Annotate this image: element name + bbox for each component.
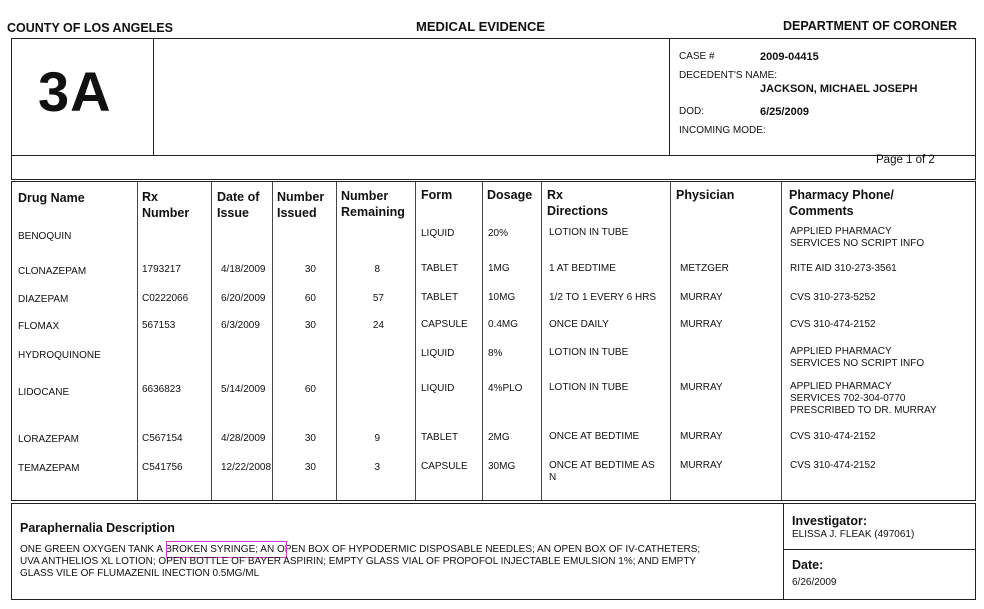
paraphernalia-title: Paraphernalia Description bbox=[20, 521, 175, 535]
table-cell-rx: 6636823 bbox=[142, 384, 181, 395]
investigation-date: 6/26/2009 bbox=[792, 577, 837, 588]
table-cell-comments-2: SERVICES NO SCRIPT INFO bbox=[790, 238, 925, 249]
header-number-remaining: Number bbox=[341, 189, 389, 203]
table-cell-issued: 30 bbox=[304, 462, 316, 473]
table-cell-drug: BENOQUIN bbox=[18, 231, 72, 242]
table-cell-issued: 30 bbox=[304, 320, 316, 331]
table-cell-drug: TEMAZEPAM bbox=[18, 463, 80, 474]
table-cell-comments: CVS 310-273-5252 bbox=[790, 292, 876, 303]
header-rx-number: Number bbox=[142, 206, 190, 220]
table-cell-dosage: 1MG bbox=[488, 263, 510, 274]
header-issue: Issue bbox=[217, 206, 249, 220]
document-title: MEDICAL EVIDENCE bbox=[416, 19, 546, 34]
table-cell-comments: RITE AID 310-273-3561 bbox=[790, 263, 897, 274]
paraphernalia-text-b: AN OPEN BOX OF HYPODERMIC DISPOSABLE NEEDLES; AN OPEN BOX OF IV-CATHETERS; bbox=[260, 544, 701, 555]
table-cell-dosage: 20% bbox=[488, 228, 509, 239]
col-divider bbox=[415, 182, 416, 500]
table-cell-dosage: 10MG bbox=[488, 292, 516, 303]
investigator-label: Investigator: bbox=[792, 514, 868, 528]
table-cell-remaining: 57 bbox=[372, 293, 384, 304]
table-cell-physician: MURRAY bbox=[680, 319, 723, 330]
table-cell-directions: LOTION IN TUBE bbox=[549, 347, 629, 358]
page-indicator: Page 1 of 2 bbox=[876, 154, 935, 166]
table-cell-form: TABLET bbox=[421, 432, 459, 443]
table-cell-directions: LOTION IN TUBE bbox=[549, 382, 629, 393]
table-cell-physician: MURRAY bbox=[680, 292, 723, 303]
table-cell-date: 6/20/2009 bbox=[221, 293, 266, 304]
county-header: COUNTY OF LOS ANGELES bbox=[7, 21, 173, 35]
table-cell-comments-2: SERVICES 702-304-0770 bbox=[790, 393, 906, 404]
table-cell-issued: 60 bbox=[304, 384, 316, 395]
table-cell-issued: 30 bbox=[304, 433, 316, 444]
header-date-of: Date of bbox=[217, 190, 260, 204]
header-form: Form bbox=[421, 188, 453, 202]
table-cell-form: LIQUID bbox=[421, 348, 455, 359]
table-cell-rx: C567154 bbox=[142, 433, 183, 444]
table-cell-directions-2: N bbox=[549, 472, 557, 483]
table-cell-issued: 30 bbox=[304, 264, 316, 275]
table-cell-form: TABLET bbox=[421, 263, 459, 274]
table-cell-comments-2: SERVICES NO SCRIPT INFO bbox=[790, 358, 925, 369]
table-cell-form: LIQUID bbox=[421, 228, 455, 239]
table-cell-remaining: 24 bbox=[372, 320, 384, 331]
table-cell-dosage: 30MG bbox=[488, 461, 516, 472]
highlighted-item: A BROKEN SYRINGE; bbox=[156, 544, 259, 555]
header-rx-directions: Rx bbox=[547, 188, 563, 202]
table-cell-dosage: 2MG bbox=[488, 432, 510, 443]
incoming-mode-label: INCOMING MODE: bbox=[679, 125, 766, 136]
table-cell-drug: CLONAZEPAM bbox=[18, 266, 87, 277]
table-cell-form: CAPSULE bbox=[421, 319, 468, 330]
table-cell-physician: MURRAY bbox=[680, 431, 723, 442]
decedent-label: DECEDENT'S NAME: bbox=[679, 70, 778, 81]
table-cell-directions: ONCE DAILY bbox=[549, 319, 609, 330]
table-cell-comments: APPLIED PHARMACY bbox=[790, 346, 892, 357]
paraphernalia-line-2: UVA ANTHELIOS XL LOTION; OPEN BOTTLE OF BAYER ASPIRIN; EMPTY GLASS VIAL OF PROPOFOL INJECTABLE EMULSION 1%; AND EMPTY bbox=[20, 556, 697, 567]
case-label: CASE # bbox=[679, 51, 715, 62]
section-divider bbox=[783, 504, 784, 599]
col-divider bbox=[781, 182, 782, 500]
table-cell-dosage: 4%PLO bbox=[488, 383, 523, 394]
table-cell-remaining: 3 bbox=[374, 462, 380, 473]
table-cell-date: 6/3/2009 bbox=[221, 320, 260, 331]
header-pharmacy-phone: Pharmacy Phone/ bbox=[789, 188, 894, 202]
table-cell-directions: ONCE AT BEDTIME AS bbox=[549, 460, 655, 471]
table-cell-physician: METZGER bbox=[680, 263, 729, 274]
header-issued: Issued bbox=[277, 206, 317, 220]
dod-label: DOD: bbox=[679, 106, 704, 117]
header-remaining: Remaining bbox=[341, 205, 405, 219]
header-divider bbox=[11, 155, 976, 156]
investigator-name: ELISSA J. FLEAK (497061) bbox=[792, 529, 915, 540]
evidence-id: 3A bbox=[38, 60, 112, 123]
col-divider bbox=[670, 182, 671, 500]
table-cell-date: 4/18/2009 bbox=[221, 264, 266, 275]
header-number-issued: Number bbox=[277, 190, 325, 204]
table-cell-directions: ONCE AT BEDTIME bbox=[549, 431, 640, 442]
table-cell-date: 4/28/2009 bbox=[221, 433, 266, 444]
table-cell-drug: DIAZEPAM bbox=[18, 294, 69, 305]
col-divider bbox=[211, 182, 212, 500]
paraphernalia-line-3: GLASS VILE OF FLUMAZENIL INECTION 0.5MG/ML bbox=[20, 568, 260, 579]
table-cell-comments: CVS 310-474-2152 bbox=[790, 460, 876, 471]
table-cell-form: CAPSULE bbox=[421, 461, 468, 472]
col-divider bbox=[137, 182, 138, 500]
header-physician: Physician bbox=[676, 188, 735, 202]
table-cell-rx: C0222066 bbox=[142, 293, 189, 304]
case-number: 2009-04415 bbox=[760, 51, 819, 63]
table-cell-rx: 1793217 bbox=[142, 264, 181, 275]
paraphernalia-text-a: ONE GREEN OXYGEN TANK bbox=[20, 544, 155, 555]
paraphernalia-line-1 bbox=[20, 544, 700, 555]
table-cell-drug: FLOMAX bbox=[18, 321, 60, 332]
table-cell-directions: 1 AT BEDTIME bbox=[549, 263, 616, 274]
table-cell-dosage: 8% bbox=[488, 348, 503, 359]
table-cell-issued: 60 bbox=[304, 293, 316, 304]
table-cell-rx: 567153 bbox=[142, 320, 176, 331]
table-cell-form: TABLET bbox=[421, 292, 459, 303]
department-header: DEPARTMENT OF CORONER bbox=[783, 19, 958, 33]
header-comments: Comments bbox=[789, 204, 854, 218]
table-cell-dosage: 0.4MG bbox=[488, 319, 519, 330]
table-cell-date: 5/14/2009 bbox=[221, 384, 266, 395]
table-cell-drug: LIDOCANE bbox=[18, 387, 70, 398]
table-cell-comments: CVS 310-474-2152 bbox=[790, 431, 876, 442]
header-rx: Rx bbox=[142, 190, 158, 204]
header-drug-name: Drug Name bbox=[18, 191, 85, 205]
col-divider bbox=[336, 182, 337, 500]
table-cell-directions: 1/2 TO 1 EVERY 6 HRS bbox=[549, 292, 657, 303]
header-directions: Directions bbox=[547, 204, 609, 218]
table-cell-remaining: 9 bbox=[374, 433, 380, 444]
table-cell-physician: MURRAY bbox=[680, 460, 723, 471]
table-cell-comments: CVS 310-474-2152 bbox=[790, 319, 876, 330]
case-info-box bbox=[669, 38, 976, 156]
table-cell-physician: MURRAY bbox=[680, 382, 723, 393]
table-cell-form: LIQUID bbox=[421, 383, 455, 394]
table-cell-directions: LOTION IN TUBE bbox=[549, 227, 629, 238]
table-cell-rx: C541756 bbox=[142, 462, 183, 473]
table-cell-drug: HYDROQUINONE bbox=[18, 350, 101, 361]
table-cell-drug: LORAZEPAM bbox=[18, 434, 79, 445]
date-label: Date: bbox=[792, 558, 824, 572]
col-divider bbox=[541, 182, 542, 500]
col-divider bbox=[482, 182, 483, 500]
table-cell-remaining: 8 bbox=[374, 264, 380, 275]
dod-value: 6/25/2009 bbox=[760, 106, 809, 118]
table-cell-comments: APPLIED PHARMACY bbox=[790, 381, 892, 392]
table-cell-comments: APPLIED PHARMACY bbox=[790, 226, 892, 237]
decedent-name: JACKSON, MICHAEL JOSEPH bbox=[760, 83, 918, 95]
table-cell-date: 12/22/2008 bbox=[221, 462, 272, 473]
header-dosage: Dosage bbox=[487, 188, 533, 202]
investigator-divider bbox=[784, 549, 975, 550]
table-cell-comments-3: PRESCRIBED TO DR. MURRAY bbox=[790, 405, 937, 416]
col-divider bbox=[272, 182, 273, 500]
